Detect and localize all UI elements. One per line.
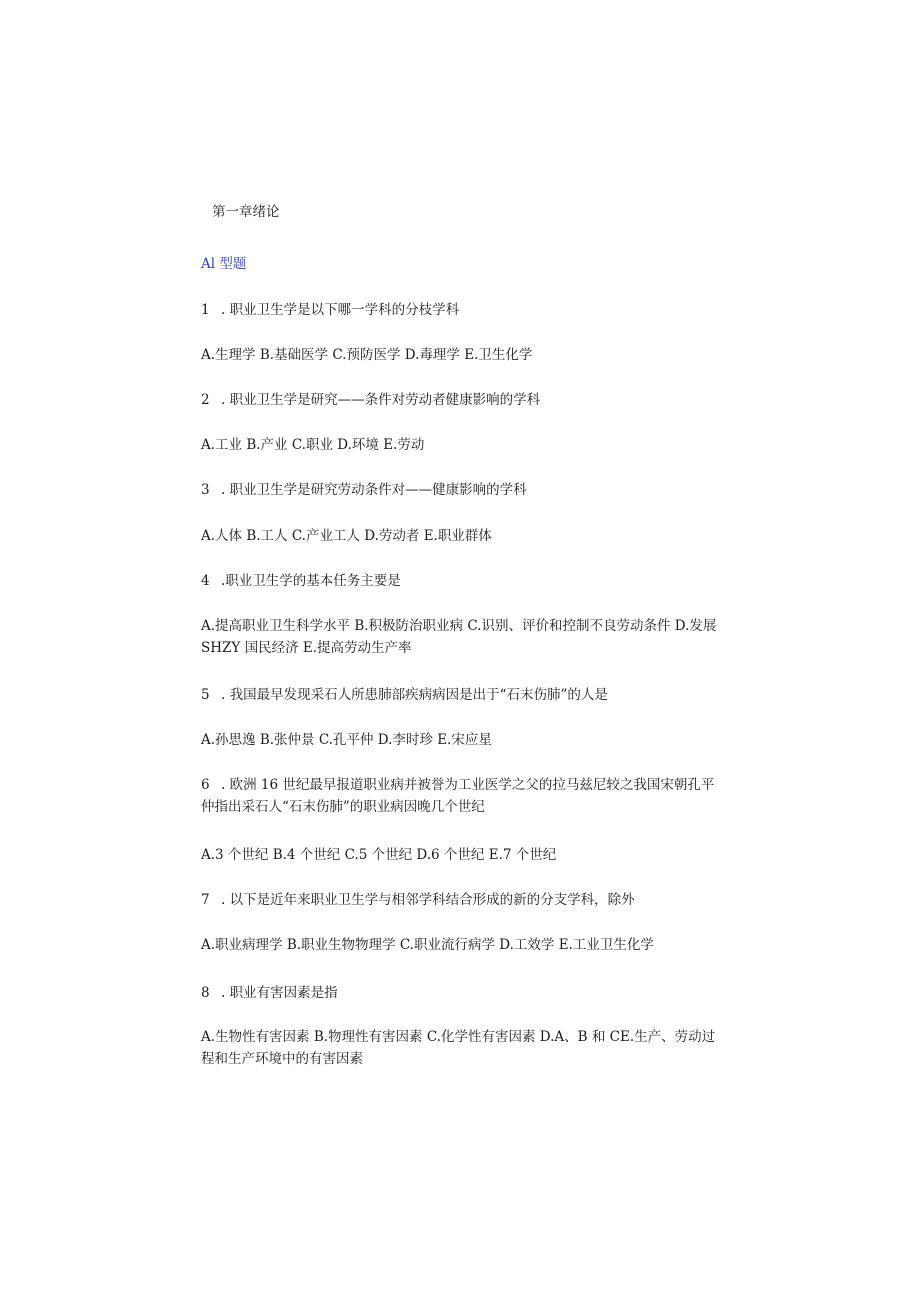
- question-text: . 职业卫生学是研究劳动条件对——健康影响的学科: [221, 482, 527, 498]
- question-5-options: A.孙思逸 B.张仲景 C.孔平仲 D.李时珍 E.宋应星: [201, 732, 492, 748]
- question-2-options: A.工业 B.产业 C.职业 D.环境 E.劳动: [201, 437, 425, 453]
- section-title: Al 型题: [201, 256, 247, 272]
- question-number: 4: [201, 573, 210, 589]
- question-text: . 职业有害因素是指: [221, 985, 338, 1001]
- question-8-stem: [201, 982, 721, 1004]
- question-number: 7: [201, 892, 210, 908]
- question-3-options: A.人体 B.工人 C.产业工人 D.劳动者 E.职业群体: [201, 528, 492, 544]
- question-4-stem: [201, 570, 721, 592]
- question-8-options: A.生物性有害因素 B.物理性有害因素 C.化学性有害因素 D.A、B 和 CE.生产、劳动过程和生产环境中的有害因素: [201, 1029, 716, 1067]
- question-number: 2: [201, 392, 210, 408]
- question-text: . 职业卫生学是以下哪一学科的分枝学科: [221, 302, 460, 318]
- question-1-options: A.生理学 B.基础医学 C.预防医学 D.毒理学 E.卫生化学: [201, 347, 533, 363]
- question-5-stem: [201, 684, 721, 706]
- question-7-stem: [201, 889, 721, 911]
- question-4-options: A.提高职业卫生科学水平 B.积极防治职业病 C.识别、评价和控制不良劳动条件 D.发展 SHZY 国民经济 E.提高劳动生产率: [201, 618, 717, 656]
- question-6-stem: [201, 774, 721, 818]
- question-7-options: A.职业病理学 B.职业生物物理学 C.职业流行病学 D.工效学 E.工业卫生化学: [201, 937, 654, 953]
- question-1-stem: [201, 299, 721, 321]
- question-number: 3: [201, 482, 210, 498]
- chapter-title: 第一章绪论: [212, 204, 280, 220]
- question-number: 5: [201, 687, 210, 703]
- question-text: . 我国最早发现采石人所患肺部疾病病因是出于“石末伤肺”的人是: [221, 687, 608, 703]
- question-number: 6: [201, 777, 210, 793]
- question-number: 8: [201, 985, 210, 1001]
- question-2-stem: [201, 389, 721, 411]
- question-text: . 欧洲 16 世纪最早报道职业病并被誉为工业医学之父的拉马兹尼较之我国宋朝孔平仲指出采石人“石末伤肺”的职业病因晚几个世纪: [201, 777, 715, 815]
- question-number: 1: [201, 302, 210, 318]
- question-text: . 职业卫生学是研究——条件对劳动者健康影响的学科: [221, 392, 541, 408]
- question-text: .职业卫生学的基本任务主要是: [221, 573, 401, 589]
- question-3-stem: [201, 479, 721, 501]
- question-6-options: A.3 个世纪 B.4 个世纪 C.5 个世纪 D.6 个世纪 E.7 个世纪: [201, 847, 557, 863]
- question-text: . 以下是近年来职业卫生学与相邻学科结合形成的新的分支学科，除外: [221, 892, 635, 908]
